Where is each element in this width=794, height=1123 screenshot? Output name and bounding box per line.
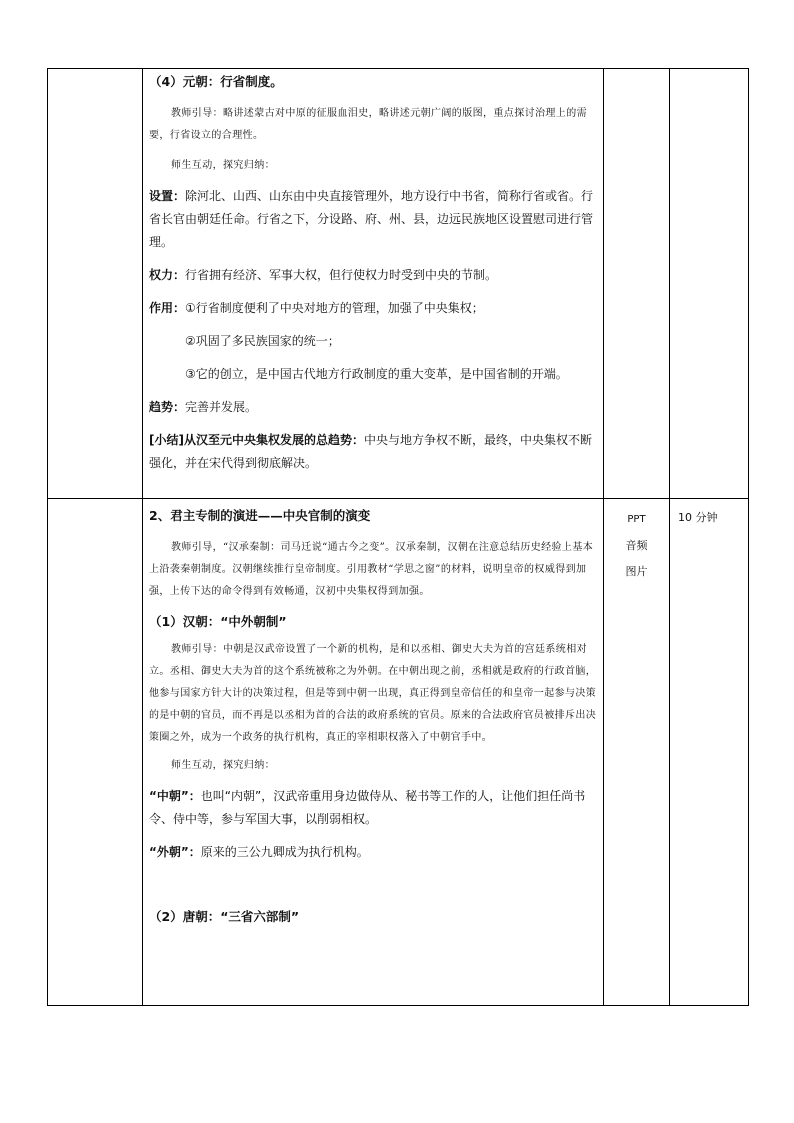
effect-label: 作用： (149, 301, 186, 315)
teacher-guide-inner-court: 教师引导：中朝是汉武帝设置了一个新的机构，是和以丞相、御史大夫为首的宫廷系统相对立。丞相、御史大夫为首的这个系统被称之为外朝。在中朝出现之前，丞相就是政府的行政首脑，他参与国家方针大计的决策过程，但是等到中朝一出现，真正得到皇帝信任的和皇帝一起参与决策的是中朝的官员，而不再是以丞相为首的合法的政府系统的官员。原来的合法政府官员被排斥出决策圈之外，成为一个政务的执行机构，真正的宰相职权落入了中朝官手中。 (149, 644, 597, 743)
time-cell (670, 499, 749, 1006)
time-value: 10 分钟 (678, 511, 718, 524)
outer-court-paragraph (149, 841, 597, 864)
setup-label: 设置： (149, 189, 186, 203)
resource-cell-empty (604, 69, 670, 499)
inner-court-paragraph (149, 785, 597, 831)
summary-text: 中央与地方争权不断，最终，中央集权不断强化，并在宋代得到彻底解决。 (149, 433, 592, 470)
trend-paragraph (149, 396, 597, 419)
power-paragraph (149, 264, 597, 287)
effect-paragraph (149, 297, 597, 320)
teacher-guide: 教师引导：略讲述蒙古对中原的征服血泪史，略讲述元朝广阔的版图，重点探讨治理上的需要，行省设立的合理性。 (149, 108, 587, 141)
setup-text: 除河北、山西、山东由中央直接管理外，地方设行中书省，简称行省或省。行省长官由朝廷任命。行省之下，分设路、府、州、县，边远民族地区设置慰司进行管理。 (149, 189, 594, 249)
outer-court-label: “外朝”： (149, 845, 201, 859)
resource-audio: 音频 (625, 539, 648, 552)
summary-label: [小结]从汉至元中央集权发展的总趋势： (149, 433, 364, 447)
effect-3: ③它的创立，是中国古代地方行政制度的重大变革，是中国省制的开端。 (185, 367, 568, 381)
resource-image: 图片 (625, 565, 648, 578)
teacher-guide-han: 教师引导，“汉承秦制：司马迁说“通古今之变”。汉承秦制，汉朝在注意总结历史经验上基本上沿袭秦朝制度。汉朝继续推行皇帝制度。引用教材“学思之窗”的材料，说明皇帝的权威得到加强，上传下达的命令得到有效畅通，汉初中央集权得到加强。 (149, 542, 594, 597)
inner-court-text: 也叫“内朝”，汉武帝重用身边做侍从、秘书等工作的人，让他们担任尚书令、侍中等，参与军国大事，以削弱相权。 (149, 789, 586, 826)
trend-text: 完善并发展。 (185, 400, 258, 414)
trend-label: 趋势： (149, 400, 186, 414)
resource-ppt: PPT (627, 514, 646, 525)
resource-cell (604, 499, 670, 1006)
section-heading-central: 2、君主专制的演进——中央官制的演变 (149, 508, 371, 523)
section-heading-yuan: （4）元朝：行省制度。 (149, 74, 283, 89)
stage-cell (48, 499, 143, 1006)
effect-2: ②巩固了多民族国家的统一； (185, 334, 340, 348)
power-text: 行省拥有经济、军事大权，但行使权力时受到中央的节制。 (185, 268, 498, 282)
lesson-plan-table (47, 68, 749, 1006)
content-cell (143, 499, 604, 1006)
summary-paragraph (149, 429, 597, 475)
time-cell-empty (670, 69, 749, 499)
setup-paragraph (149, 185, 597, 254)
inner-court-label: “中朝”： (149, 789, 201, 803)
content-cell (143, 69, 604, 499)
interaction-note: 师生互动，探究归纳： (171, 160, 275, 171)
effect-1: ①行省制度便利了中央对地方的管理，加强了中央集权； (185, 301, 484, 315)
power-label: 权力： (149, 268, 186, 282)
stage-cell (48, 69, 143, 499)
subheading-tang: （2）唐朝：“三省六部制” (149, 909, 300, 924)
table-row (48, 69, 749, 499)
outer-court-text: 原来的三公九卿成为执行机构。 (200, 845, 369, 859)
subheading-han: （1）汉朝：“中外朝制” (149, 614, 287, 629)
interaction-note: 师生互动，探究归纳： (171, 760, 275, 771)
table-row (48, 499, 749, 1006)
